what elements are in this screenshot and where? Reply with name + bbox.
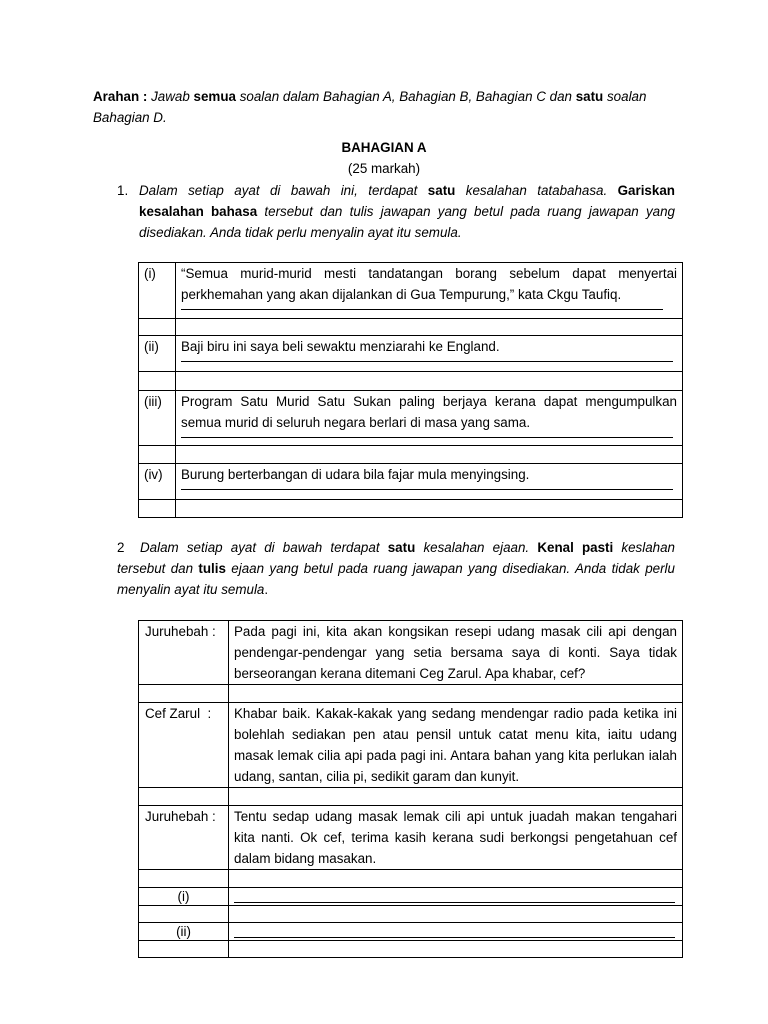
instructions [93, 86, 676, 128]
q1-spacer-cell [176, 446, 683, 464]
q2-text-2: kesalahan ejaan. [423, 540, 530, 555]
instructions-text-2: soalan dalam Bahagian A, Bahagian B, Bahagian C dan [239, 89, 572, 104]
q1-row-iv [139, 464, 683, 500]
dialog-spacer-cell [139, 788, 229, 806]
q1-text-1: Dalam setiap ayat di bawah ini, terdapat [139, 183, 418, 198]
answer-line-ii[interactable] [181, 357, 673, 362]
q1-spacer-ii [139, 372, 683, 391]
dialog-spacer-cell [229, 788, 683, 806]
dialog-text-2: Khabar baik. Kakak-kakak yang sedang mendengar radio pada ketika ini bolehlah sediakan pen atau pensil untuk catat menu kita, iaitu udang masak lemak cilia api pada pagi ini. Antara bahan yang kita perlukan ialah udang, santan, cilia pi, sedikit garam dan kunyit. [229, 703, 683, 788]
answer-label-i: (i) [139, 888, 229, 906]
q1-sentence-iv [176, 464, 683, 500]
instructions-bold-1: semua [193, 89, 236, 104]
q1-row-i [139, 263, 683, 319]
q1-spacer-cell [139, 372, 176, 391]
instructions-text-1: Jawab [151, 89, 190, 104]
q1-row-ii [139, 336, 683, 372]
q1-sentence-ii-text: Baji biru ini saya beli sewaktu menziarahi ke England. [181, 339, 500, 354]
answer-cell-i [229, 888, 683, 906]
question-2-number: 2 [117, 540, 125, 555]
section-title: BAHAGIAN A [341, 140, 427, 155]
q1-spacer-cell [139, 500, 176, 518]
q2-text-3: keslahan tersebut dan [117, 540, 675, 576]
q1-label-iii: (iii) [139, 391, 176, 446]
q2-text-5: . [264, 582, 269, 597]
section-heading [240, 137, 528, 179]
instructions-line-2: Bahagian D. [93, 110, 167, 125]
dialog-spacer-cell [229, 870, 683, 888]
answer-row-ii [139, 923, 683, 941]
q1-label-ii: (ii) [139, 336, 176, 372]
answer-spacer-ii [139, 941, 683, 958]
answer-row-i [139, 888, 683, 906]
dialog-spacer-cell [229, 685, 683, 703]
q1-spacer-cell [139, 446, 176, 464]
dialog-spacer-1 [139, 685, 683, 703]
q1-spacer-cell [139, 319, 176, 336]
q1-spacer-cell [176, 319, 683, 336]
q2-bold-3: tulis [198, 561, 226, 576]
answer-line-iv[interactable] [181, 485, 673, 490]
q1-sentence-i [176, 263, 683, 319]
answer-line-i[interactable] [181, 305, 663, 310]
dialog-spacer-3 [139, 870, 683, 888]
answer-line-q2-ii[interactable] [234, 923, 675, 938]
speaker-1: Juruhebah : [139, 621, 229, 685]
question-1-table [138, 262, 683, 518]
q1-label-i: (i) [139, 263, 176, 319]
question-1-instruction [139, 180, 675, 243]
instructions-text-3: soalan [606, 89, 647, 104]
dialog-row-2 [139, 703, 683, 788]
speaker-3: Juruhebah : [139, 806, 229, 870]
answer-cell-ii [229, 923, 683, 941]
dialog-spacer-cell [139, 685, 229, 703]
q1-sentence-ii [176, 336, 683, 372]
q1-sentence-i-text: “Semua murid-murid mesti tandatangan borang sebelum dapat menyertai perkhemahan yang akan dijalankan di Gua Tempurung,” kata Ckgu Taufiq. [181, 266, 677, 302]
q2-text-4: ejaan yang betul pada ruang jawapan yang disediakan. Anda tidak perlu menyalin ayat itu semula [117, 561, 675, 597]
dialog-spacer-cell [139, 870, 229, 888]
q1-label-iv: (iv) [139, 464, 176, 500]
question-1-number: 1. [117, 183, 129, 198]
answer-spacer-cell [229, 906, 683, 923]
answer-line-q2-i[interactable] [234, 888, 675, 903]
q2-text-1: Dalam setiap ayat di bawah terdapat [140, 540, 380, 555]
speaker-2: Cef Zarul : [139, 703, 229, 788]
q1-text-2: kesalahan tatabahasa. [465, 183, 608, 198]
question-2-table [138, 620, 683, 958]
q1-spacer-iii [139, 446, 683, 464]
instructions-bold-2: satu [575, 89, 604, 104]
q1-spacer-cell [176, 372, 683, 391]
dialog-text-1: Pada pagi ini, kita akan kongsikan resepi udang masak cili api dengan pendengar-pendengar yang setia bersama saya di konti. Saya tidak berseorangan kerana ditemani Ceg Zarul. Apa khabar, cef? [229, 621, 683, 685]
dialog-row-1 [139, 621, 683, 685]
q2-bold-2: Kenal pasti [537, 540, 614, 555]
q1-spacer-iv [139, 500, 683, 518]
answer-spacer-cell [139, 941, 229, 958]
answer-label-ii: (ii) [139, 923, 229, 941]
q1-text-3: tersebut dan tulis jawapan yang betul pada ruang jawapan yang disediakan. Anda tidak perlu menyalin ayat itu semula. [139, 204, 675, 240]
answer-spacer-cell [229, 941, 683, 958]
dialog-text-3: Tentu sedap udang masak lemak cili api untuk juadah makan tengahari kita nanti. Ok cef, terima kasih kerana sudi berkongsi pengetahuan cef dalam bidang masakan. [229, 806, 683, 870]
question-2-instruction [117, 537, 675, 600]
answer-spacer-cell [139, 906, 229, 923]
q1-spacer-cell [176, 500, 683, 518]
q2-bold-1: satu [387, 540, 416, 555]
answer-line-iii[interactable] [181, 433, 673, 438]
answer-spacer-i [139, 906, 683, 923]
q1-sentence-iv-text: Burung berterbangan di udara bila fajar mula menyingsing. [181, 467, 530, 482]
instructions-label: Arahan : [93, 89, 148, 104]
q1-spacer-i [139, 319, 683, 336]
dialog-row-3 [139, 806, 683, 870]
section-marks: (25 markah) [347, 161, 421, 176]
q1-sentence-iii-text: Program Satu Murid Satu Sukan paling berjaya kerana dapat mengumpulkan semua murid di seluruh negara berlari di masa yang sama. [181, 394, 677, 430]
q1-bold-1: satu [427, 183, 456, 198]
q1-sentence-iii [176, 391, 683, 446]
q1-bold-2: Gariskan kesalahan bahasa [139, 183, 675, 219]
q1-row-iii [139, 391, 683, 446]
dialog-spacer-2 [139, 788, 683, 806]
